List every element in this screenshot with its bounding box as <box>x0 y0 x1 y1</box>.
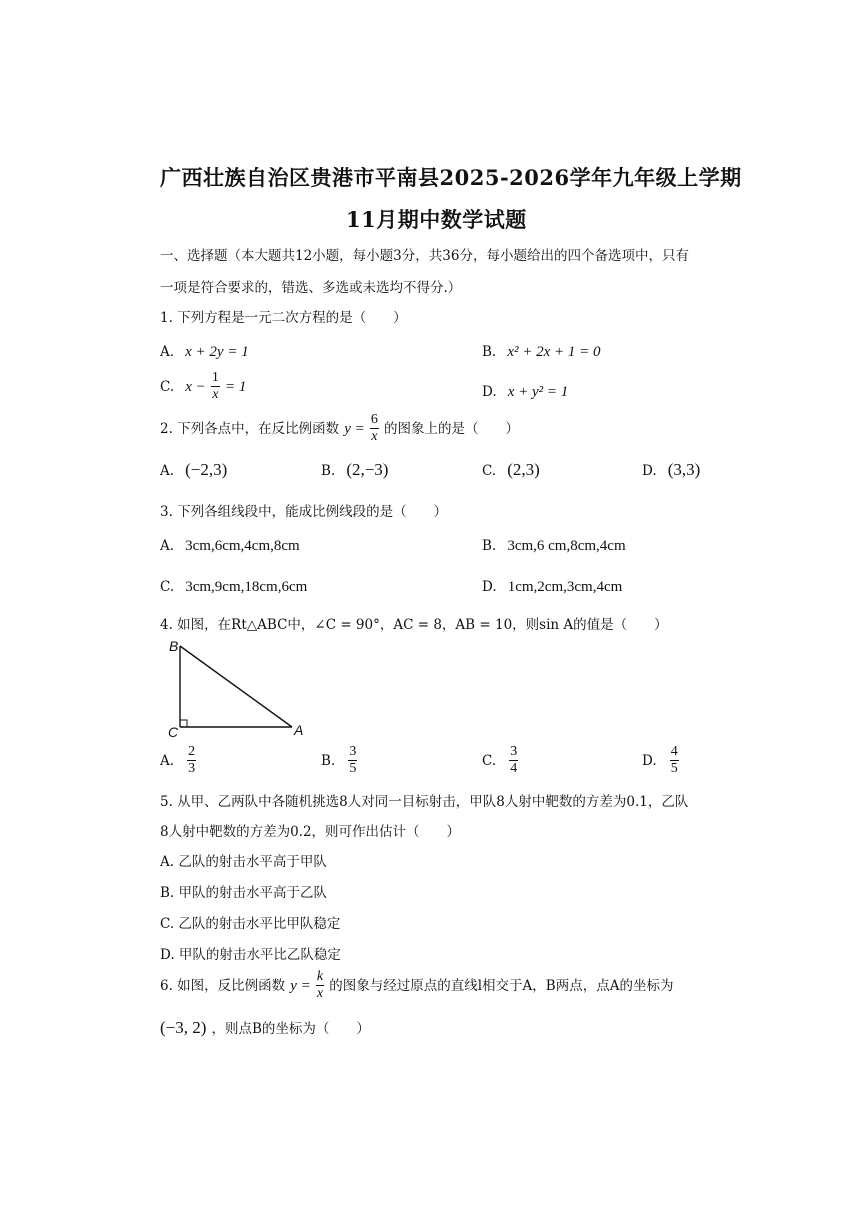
q1-option-c-label: C. <box>160 379 175 395</box>
vertex-b-label: B <box>169 638 179 654</box>
q6-stem-prefix: 6. 如图，反比例函数 <box>160 978 286 994</box>
q1-option-c-denominator: x <box>212 387 219 402</box>
q4-option-a-numerator: 2 <box>188 744 196 759</box>
q3-option-a-value: 3cm,6cm,4cm,8cm <box>185 538 300 554</box>
q6-function-numerator: k <box>316 969 324 984</box>
q5-option-d: D. 甲队的射击水平比乙队稳定 <box>160 947 341 963</box>
q1-option-c-fraction <box>211 370 220 403</box>
q3-option-c <box>160 576 307 596</box>
q3-option-b <box>482 535 626 555</box>
q4-option-b-fraction <box>348 744 357 777</box>
q6-function-lhs: y = <box>290 978 311 994</box>
q3-option-b-value: 3cm,6 cm,8cm,4cm <box>507 538 626 554</box>
q2-option-a-value: (−2,3) <box>185 460 228 479</box>
q2-option-b-value: (2,−3) <box>346 460 389 479</box>
title-line-2: 11月期中数学试题 <box>346 207 527 232</box>
q3-option-a-label: A. <box>160 538 175 554</box>
vertex-a-label: A <box>294 722 304 738</box>
q3-option-a <box>160 535 300 555</box>
q5-option-a: A. 乙队的射击水平高于甲队 <box>160 854 327 870</box>
q1-stem: 1. 下列方程是一元二次方程的是（ ） <box>160 310 407 326</box>
q3-option-d <box>482 576 622 596</box>
q4-option-a-fraction <box>187 744 196 777</box>
q2-option-a <box>160 460 227 480</box>
q2-function-fraction <box>370 412 379 445</box>
right-angle-mark <box>180 720 187 727</box>
vertex-c-label: C <box>168 724 179 740</box>
q1-option-d-expr: x + y² = 1 <box>507 384 569 400</box>
q4-option-c-fraction <box>509 744 518 777</box>
q4-option-b-numerator: 3 <box>349 744 357 759</box>
q1-option-c-numerator: 1 <box>211 370 219 385</box>
q6-stem-suffix: 的图象与经过原点的直线l相交于A，B两点，点A的坐标为 <box>329 978 674 994</box>
q2-option-b <box>321 460 388 480</box>
q5-stem-line-2: 8人射中靶数的方差为0.2，则可作出估计（ ） <box>160 824 461 840</box>
q3-option-b-label: B. <box>482 538 497 554</box>
q2-stem <box>160 412 519 445</box>
q4-option-c-numerator: 3 <box>510 744 518 759</box>
q2-stem-prefix: 2. 下列各点中，在反比例函数 <box>160 421 340 437</box>
q2-option-b-label: B. <box>321 463 336 479</box>
q4-option-c-label: C. <box>482 753 497 769</box>
q5-option-b: B. 甲队的射击水平高于乙队 <box>160 885 328 901</box>
q2-function-numerator: 6 <box>370 412 378 427</box>
q2-option-d-label: D. <box>642 463 657 479</box>
q1-option-b <box>482 341 601 361</box>
q4-option-a-denominator: 3 <box>188 761 196 776</box>
q2-function-lhs: y = <box>344 421 365 437</box>
q1-option-c-post: = 1 <box>224 379 247 395</box>
side-ab <box>180 646 292 727</box>
q6-stem-line-1 <box>160 969 673 1002</box>
q2-stem-suffix: 的图象上的是（ ） <box>383 421 519 437</box>
section-1-instructions-line-1: 一、选择题（本大题共12小题，每小题3分，共36分，每小题给出的四个备选项中，只有 <box>160 248 689 264</box>
q4-option-c-denominator: 4 <box>510 761 518 776</box>
q1-option-a <box>160 341 249 361</box>
q6-point-a-coordinate: (−3, 2) <box>160 1018 207 1037</box>
q2-option-d-value: (3,3) <box>667 460 701 479</box>
q2-option-c-label: C. <box>482 463 497 479</box>
q6-function-fraction <box>316 969 324 1002</box>
q1-option-d <box>482 381 568 401</box>
q6-stem-line-2 <box>160 1017 370 1038</box>
q5-option-c: C. 乙队的射击水平比甲队稳定 <box>160 916 341 932</box>
q4-option-b-denominator: 5 <box>349 761 357 776</box>
q4-option-b-label: B. <box>321 753 336 769</box>
q3-option-d-label: D. <box>482 579 497 595</box>
q4-option-d <box>642 744 679 777</box>
q1-option-c-pre: x − <box>185 379 206 395</box>
q1-option-a-label: A. <box>160 344 175 360</box>
q4-option-a <box>160 744 196 777</box>
right-triangle-figure <box>160 636 320 742</box>
section-1-instructions-line-2: 一项是符合要求的，错选、多选或未选均不得分.） <box>160 280 462 296</box>
q3-stem: 3. 下列各组线段中，能成比例线段的是（ ） <box>160 504 448 520</box>
q3-option-c-label: C. <box>160 579 175 595</box>
q2-option-d <box>642 460 700 480</box>
q4-option-b <box>321 744 357 777</box>
q4-option-d-denominator: 5 <box>670 761 678 776</box>
q5-stem-line-1: 5. 从甲、乙两队中各随机挑选8人对同一目标射击，甲队8人射中靶数的方差为0.1，乙队 <box>160 794 689 810</box>
q3-option-d-value: 1cm,2cm,3cm,4cm <box>507 579 623 595</box>
q1-option-a-expr: x + 2y = 1 <box>185 344 249 360</box>
q6-function-denominator: x <box>316 986 324 1001</box>
q1-option-d-label: D. <box>482 384 497 400</box>
q4-option-a-label: A. <box>160 753 175 769</box>
q2-option-c <box>482 460 540 480</box>
q2-option-a-label: A. <box>160 463 175 479</box>
q4-option-c <box>482 744 518 777</box>
q6-stem-line-2-text: ，则点B的坐标为（ ） <box>211 1021 370 1037</box>
q4-option-d-label: D. <box>642 753 657 769</box>
q2-option-c-value: (2,3) <box>507 460 540 479</box>
q4-stem: 4. 如图，在Rt△ABC中，∠C = 90°，AC = 8，AB = 10，则sin A的值是（ ） <box>160 617 668 633</box>
q1-option-b-expr: x² + 2x + 1 = 0 <box>507 344 601 360</box>
q1-option-b-label: B. <box>482 344 497 360</box>
q4-option-d-numerator: 4 <box>670 744 678 759</box>
q3-option-c-value: 3cm,9cm,18cm,6cm <box>185 579 308 595</box>
title-line-1: 广西壮族自治区贵港市平南县2025-2026学年九年级上学期 <box>160 165 742 190</box>
q2-function-denominator: x <box>371 429 378 444</box>
q4-option-d-fraction <box>670 744 679 777</box>
q1-option-c <box>160 370 246 403</box>
